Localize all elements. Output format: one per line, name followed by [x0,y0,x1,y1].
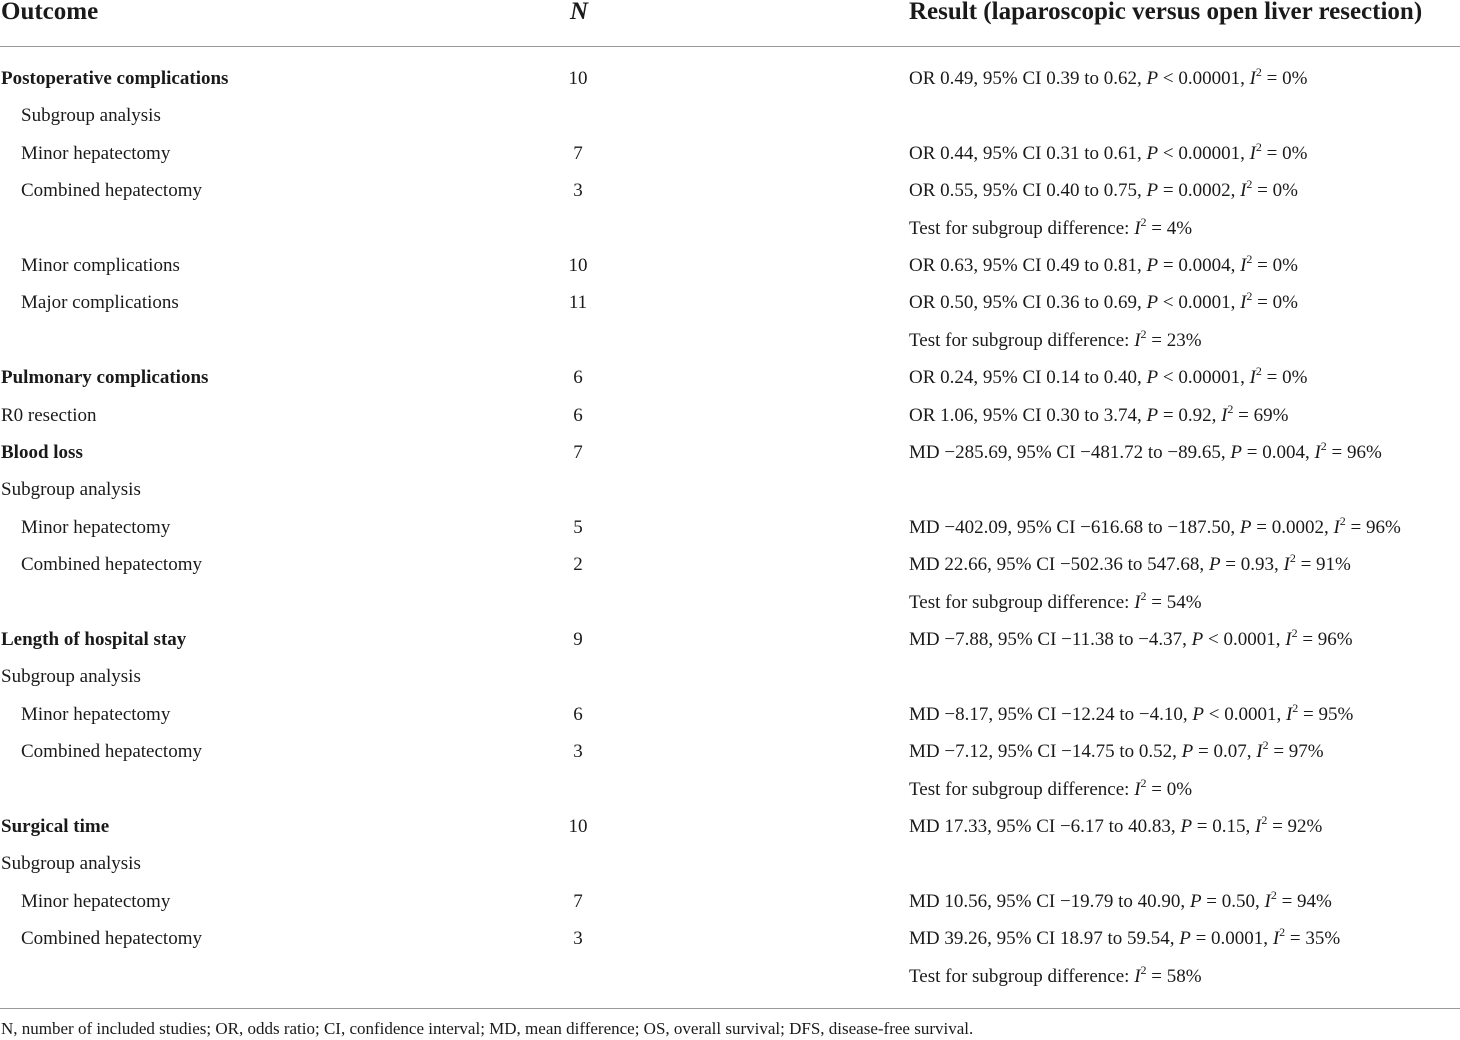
cell-result: MD −8.17, 95% CI −12.24 to −4.10, P < 0.0001, $I^2 = 95\%$ [909,700,1354,725]
cell-result: MD 22.66, 95% CI −502.36 to 547.68, P = 0.93, $I^2 = 91\%$ [909,550,1351,575]
cell-result: MD 17.33, 95% CI −6.17 to 40.83, P = 0.15, $I^2 = 92\%$ [909,812,1323,837]
cell-result: Test for subgroup difference: $I^2 = 58\%$ [909,962,1202,987]
table-row [0,363,1460,396]
table-row [0,176,1460,209]
header-n: N [570,0,589,25]
cell-outcome: Combined hepatectomy [21,554,202,575]
cell-outcome: Subgroup analysis [1,853,141,874]
table-row [0,852,1460,882]
table-row [0,812,1460,845]
cell-result: MD −7.12, 95% CI −14.75 to 0.52, P = 0.07, $I^2 = 97\%$ [909,737,1324,762]
cell-result: OR 0.44, 95% CI 0.31 to 0.61, P < 0.00001, $I^2 = 0\%$ [909,139,1308,164]
cell-outcome: Combined hepatectomy [21,928,202,949]
cell-result: MD 39.26, 95% CI 18.97 to 59.54, P = 0.0001, $I^2 = 35\%$ [909,924,1341,949]
table-row [0,401,1460,434]
cell-n: 6 [573,704,583,725]
cell-outcome: Length of hospital stay [1,629,187,650]
table-row [0,288,1460,321]
cell-n: 11 [568,292,588,313]
table-row [0,924,1460,957]
cell-n: 3 [573,741,583,762]
table-row [0,625,1460,658]
cell-n: 3 [573,180,583,201]
cell-outcome: Minor hepatectomy [21,704,171,725]
cell-result: OR 0.49, 95% CI 0.39 to 0.62, P < 0.00001, $I^2 = 0\%$ [909,64,1308,89]
cell-n: 5 [573,517,583,538]
cell-outcome: Minor hepatectomy [21,517,171,538]
bottom-rule [0,1008,1460,1009]
cell-outcome: Major complications [21,292,179,313]
cell-n: 7 [573,891,583,912]
cell-result: OR 0.24, 95% CI 0.14 to 0.40, P < 0.00001, $I^2 = 0\%$ [909,363,1308,388]
table-row [0,550,1460,583]
cell-result: OR 0.55, 95% CI 0.40 to 0.75, P = 0.0002, $I^2 = 0\%$ [909,176,1298,201]
cell-result: OR 0.50, 95% CI 0.36 to 0.69, P < 0.0001, $I^2 = 0\%$ [909,288,1298,313]
table-row [0,478,1460,508]
cell-outcome: Pulmonary complications [1,367,209,388]
cell-result: MD 10.56, 95% CI −19.79 to 40.90, P = 0.50, $I^2 = 94\%$ [909,887,1332,912]
table-row [0,775,1460,808]
table-row [0,588,1460,621]
table-row [0,737,1460,770]
cell-n: 3 [573,928,583,949]
cell-n: 10 [568,816,588,837]
cell-n: 9 [573,629,583,650]
table-row [0,665,1460,695]
cell-outcome: Surgical time [1,816,110,837]
cell-result: Test for subgroup difference: $I^2 = 23\%$ [909,326,1202,351]
cell-n: 6 [573,367,583,388]
table-row [0,139,1460,172]
table-row [0,104,1460,134]
cell-n: 7 [573,442,583,463]
cell-outcome: Subgroup analysis [21,105,161,126]
cell-n: 2 [573,554,583,575]
cell-outcome: R0 resection [1,405,97,426]
cell-result: Test for subgroup difference: $I^2 = 4\%$ [909,214,1193,239]
table-row [0,251,1460,284]
cell-outcome: Blood loss [1,442,83,463]
cell-result: Test for subgroup difference: $I^2 = 0\%$ [909,775,1193,800]
header-outcome: Outcome [1,0,99,25]
table-row [0,700,1460,733]
cell-outcome: Combined hepatectomy [21,741,202,762]
cell-n: 10 [568,255,588,276]
header-result: Result (laparoscopic versus open liver resection) [909,0,1423,25]
table-row [0,962,1460,995]
cell-outcome: Minor complications [21,255,180,276]
table-row [0,513,1460,546]
cell-outcome: Minor hepatectomy [21,891,171,912]
table-row [0,887,1460,920]
cell-result: Test for subgroup difference: $I^2 = 54\%$ [909,588,1202,613]
cell-result: OR 1.06, 95% CI 0.30 to 3.74, P = 0.92, $I^2 = 69\%$ [909,401,1289,426]
cell-n: 6 [573,405,583,426]
cell-result: MD −285.69, 95% CI −481.72 to −89.65, P = 0.004, $I^2 = 96\%$ [909,438,1382,463]
table-row [0,438,1460,471]
cell-n: 10 [568,68,588,89]
cell-outcome: Subgroup analysis [1,479,141,500]
cell-result: OR 0.63, 95% CI 0.49 to 0.81, P = 0.0004, $I^2 = 0\%$ [909,251,1298,276]
table-row [0,326,1460,359]
cell-n: 7 [573,143,583,164]
cell-outcome: Combined hepatectomy [21,180,202,201]
table-footnote: N, number of included studies; OR, odds ratio; CI, confidence interval; MD, mean difference; OS, overall survival; DFS, disease-free survival. [1,1019,974,1038]
table-row [0,214,1460,247]
table-row [0,64,1460,97]
cell-outcome: Minor hepatectomy [21,143,171,164]
cell-result: MD −7.88, 95% CI −11.38 to −4.37, P < 0.0001, $I^2 = 96\%$ [909,625,1353,650]
cell-outcome: Postoperative complications [1,68,229,89]
cell-outcome: Subgroup analysis [1,666,141,687]
cell-result: MD −402.09, 95% CI −616.68 to −187.50, P = 0.0002, $I^2 = 96\%$ [909,513,1401,538]
